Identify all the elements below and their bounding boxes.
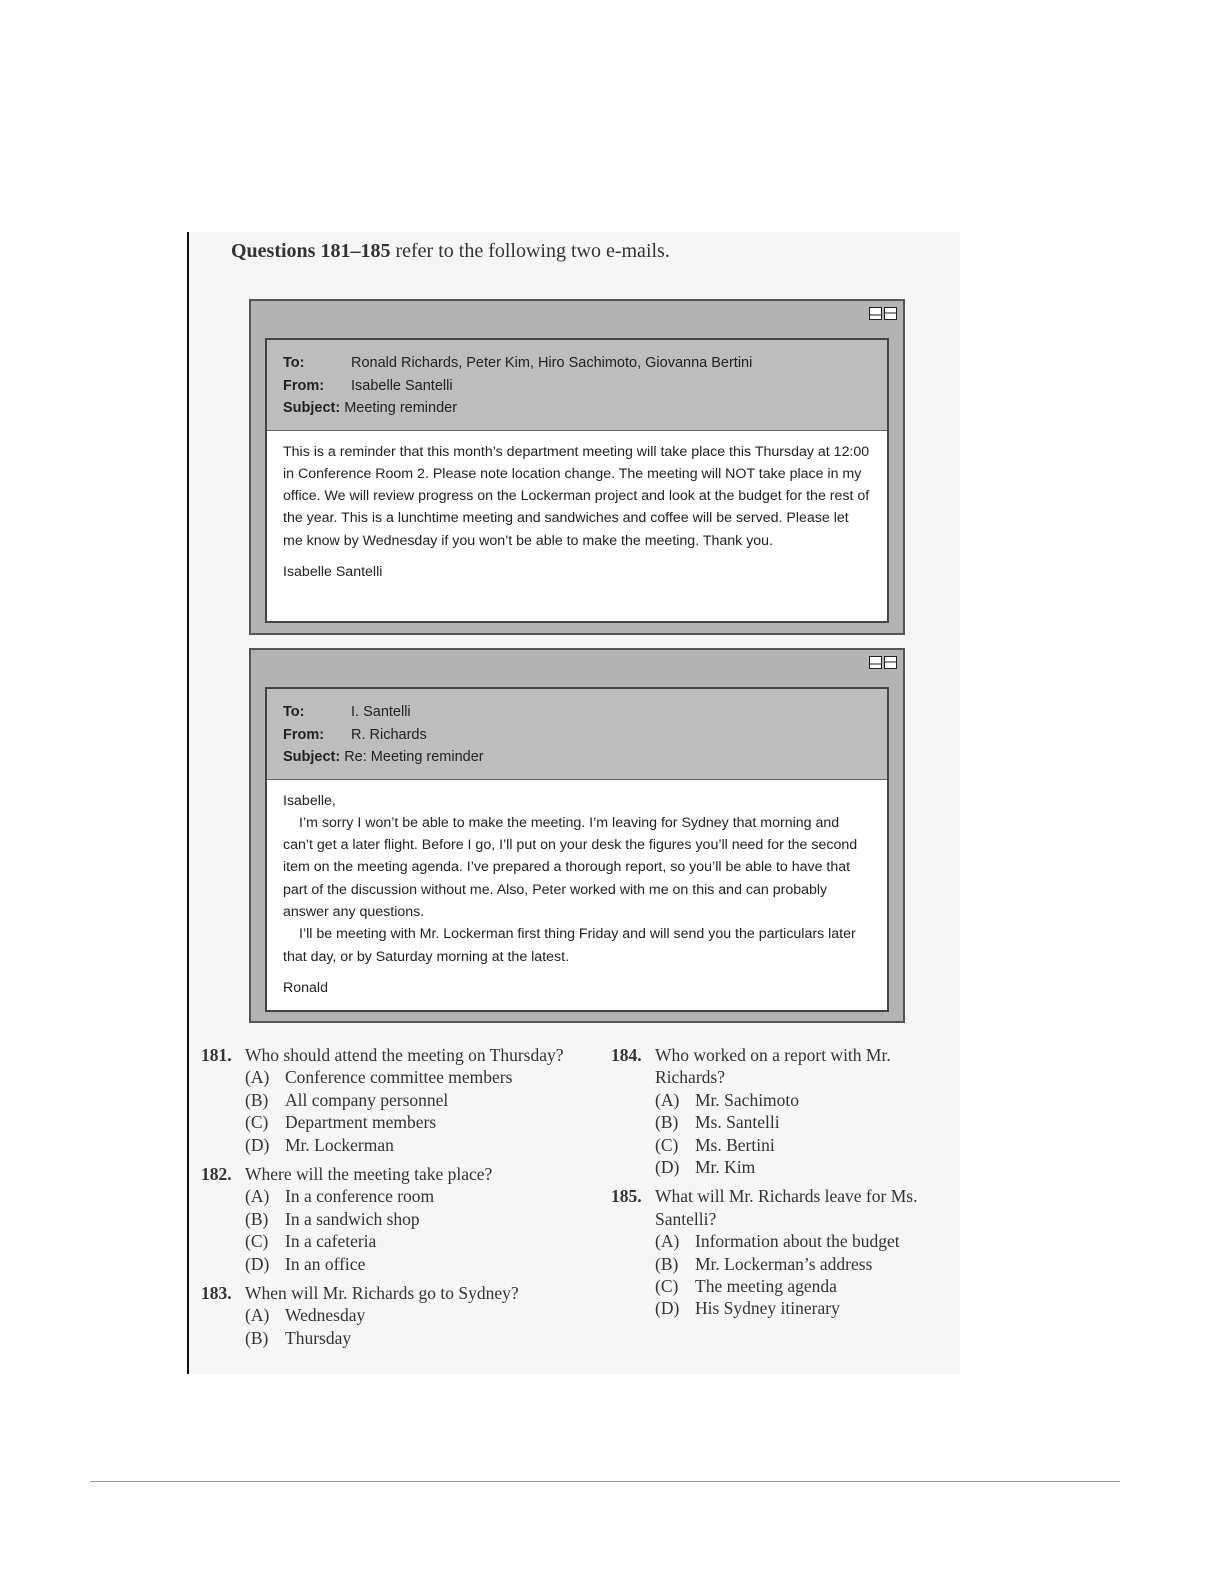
option-text: Information about the budget [695,1231,900,1252]
question-text: Where will the meeting take place? [245,1164,493,1185]
option-letter: (B) [655,1112,679,1133]
question-185 [611,1185,956,1319]
subject-value: Re: Meeting reminder [344,749,484,765]
email-paragraph-2: I’ll be meeting with Mr. Lockerman first thing Friday and will send you the particulars later that day, or by Saturday morning at the latest. [283,926,856,965]
from-row [283,375,871,398]
question-number: 181. [201,1045,232,1065]
question-text: When will Mr. Richards go to Sydney? [245,1283,519,1304]
email-panel [265,687,889,1012]
option-letter: (A) [245,1305,270,1326]
page-edge-divider [187,232,189,1374]
option-text: In a conference room [285,1186,435,1207]
subject-label: Subject: [283,400,341,416]
email-paragraph-1: I’m sorry I won’t be able to make the meeting. I’m leaving for Sydney that morning and can’t get a later flight. Before I go, I’ll put on your desk the figures you’ll need for the second item on the meeting agenda. I’ve prepared a thorough report, so you’ll be able to have that part of the discussion without me. Also, Peter worked with me on this and can probably answer any questions. [283,814,858,920]
question-number: 183. [201,1283,232,1304]
option-b[interactable] [245,1327,571,1349]
email-header [267,340,887,431]
from-label: From: [283,377,325,394]
option-a[interactable] [245,1066,571,1088]
option-letter: (D) [655,1157,680,1178]
subject-row [283,746,871,769]
footer-divider [90,1481,1120,1482]
email-body [267,431,887,594]
option-text: Mr. Lockerman’s address [695,1253,873,1274]
option-letter: (D) [245,1253,270,1274]
email-body [267,780,887,1010]
email-window-2 [249,648,905,1023]
to-row [283,352,871,375]
option-d[interactable] [655,1297,956,1319]
option-b[interactable] [245,1208,571,1230]
from-value: R. Richards [351,726,427,743]
question-182 [201,1163,571,1275]
email-message: This is a reminder that this month’s department meeting will take place this Thursday at 12:00 in Conference Room 2. Please note location change. The meeting will NOT take place in my office. We will review progress on the Lockerman project and look at the budget for the rest of the year. This is a lunchtime meeting and sandwiches and coffee will be served. Please let me know by Wednesday if you won’t be able to make the meeting. Thank you. [283,443,870,549]
question-text: Who should attend the meeting on Thursday? [245,1045,564,1065]
question-number: 185. [611,1186,642,1207]
option-letter: (B) [245,1089,269,1110]
option-text: Ms. Bertini [695,1134,775,1155]
to-row [283,701,871,724]
option-text: In a cafeteria [285,1231,377,1252]
option-d[interactable] [245,1134,571,1156]
option-letter: (D) [245,1134,270,1155]
question-183 [201,1282,571,1349]
option-letter: (A) [245,1067,270,1088]
option-text: Ms. Santelli [695,1112,780,1133]
option-letter: (D) [655,1298,680,1319]
option-d[interactable] [245,1253,571,1275]
from-label: From: [283,726,325,743]
option-text: Conference committee members [285,1067,513,1088]
option-a[interactable] [655,1230,956,1252]
option-letter: (B) [245,1208,269,1229]
question-text: Who worked on a report with Mr. Richards? [655,1045,891,1088]
option-b[interactable] [245,1089,571,1111]
option-letter: (A) [655,1231,680,1252]
option-c[interactable] [245,1230,571,1252]
questions-left-column [201,1044,571,1356]
window-controls [869,307,897,320]
maximize-icon[interactable] [884,656,897,669]
option-c[interactable] [655,1134,956,1156]
scanned-page [187,232,960,1374]
from-value: Isabelle Santelli [351,377,453,394]
option-text: Department members [285,1112,437,1133]
email-signature: Ronald [283,979,328,996]
option-a[interactable] [655,1089,956,1111]
option-letter: (B) [655,1253,679,1274]
to-label: To: [283,704,305,720]
subject-value: Meeting reminder [344,400,458,416]
option-letter: (C) [245,1112,269,1133]
option-text: The meeting agenda [695,1276,837,1297]
option-letter: (A) [245,1186,270,1207]
question-181 [201,1044,571,1156]
to-label: To: [283,355,305,371]
question-184 [611,1044,956,1178]
option-a[interactable] [245,1185,571,1207]
question-text: What will Mr. Richards leave for Ms. Santelli? [655,1186,918,1229]
from-row [283,724,871,747]
option-text: All company personnel [285,1089,449,1110]
option-text: Thursday [285,1327,352,1348]
option-c[interactable] [245,1111,571,1133]
to-value: I. Santelli [351,704,411,720]
questions-range: Questions 181–185 [231,240,391,262]
option-text: Mr. Kim [695,1157,756,1178]
questions-header [231,240,670,263]
minimize-icon[interactable] [869,307,882,320]
question-number: 184. [611,1045,642,1065]
email-header [267,689,887,780]
option-letter: (C) [245,1231,269,1252]
email-signature: Isabelle Santelli [283,563,383,580]
to-value: Ronald Richards, Peter Kim, Hiro Sachimoto, Giovanna Bertini [351,355,753,371]
email-panel [265,338,889,623]
option-text: Wednesday [285,1305,366,1326]
option-text: Mr. Lockerman [285,1134,394,1155]
option-text: In a sandwich shop [285,1208,420,1229]
subject-label: Subject: [283,749,341,765]
option-text: Mr. Sachimoto [695,1089,800,1110]
option-text: His Sydney itinerary [695,1298,840,1319]
option-c[interactable] [655,1275,956,1297]
email-window-1 [249,299,905,635]
option-text: In an office [285,1253,366,1274]
option-letter: (A) [655,1089,680,1110]
option-a[interactable] [245,1304,571,1326]
minimize-icon[interactable] [869,656,882,669]
option-b[interactable] [655,1111,956,1133]
window-controls [869,656,897,669]
option-d[interactable] [655,1156,956,1178]
subject-row [283,397,871,420]
option-letter: (C) [655,1134,679,1155]
questions-header-rest: refer to the following two e-mails. [390,240,670,262]
email-greeting: Isabelle, [283,792,336,809]
maximize-icon[interactable] [884,307,897,320]
question-number: 182. [201,1164,232,1185]
option-b[interactable] [655,1253,956,1275]
option-letter: (B) [245,1327,269,1348]
option-letter: (C) [655,1276,679,1297]
questions-right-column [611,1044,956,1327]
